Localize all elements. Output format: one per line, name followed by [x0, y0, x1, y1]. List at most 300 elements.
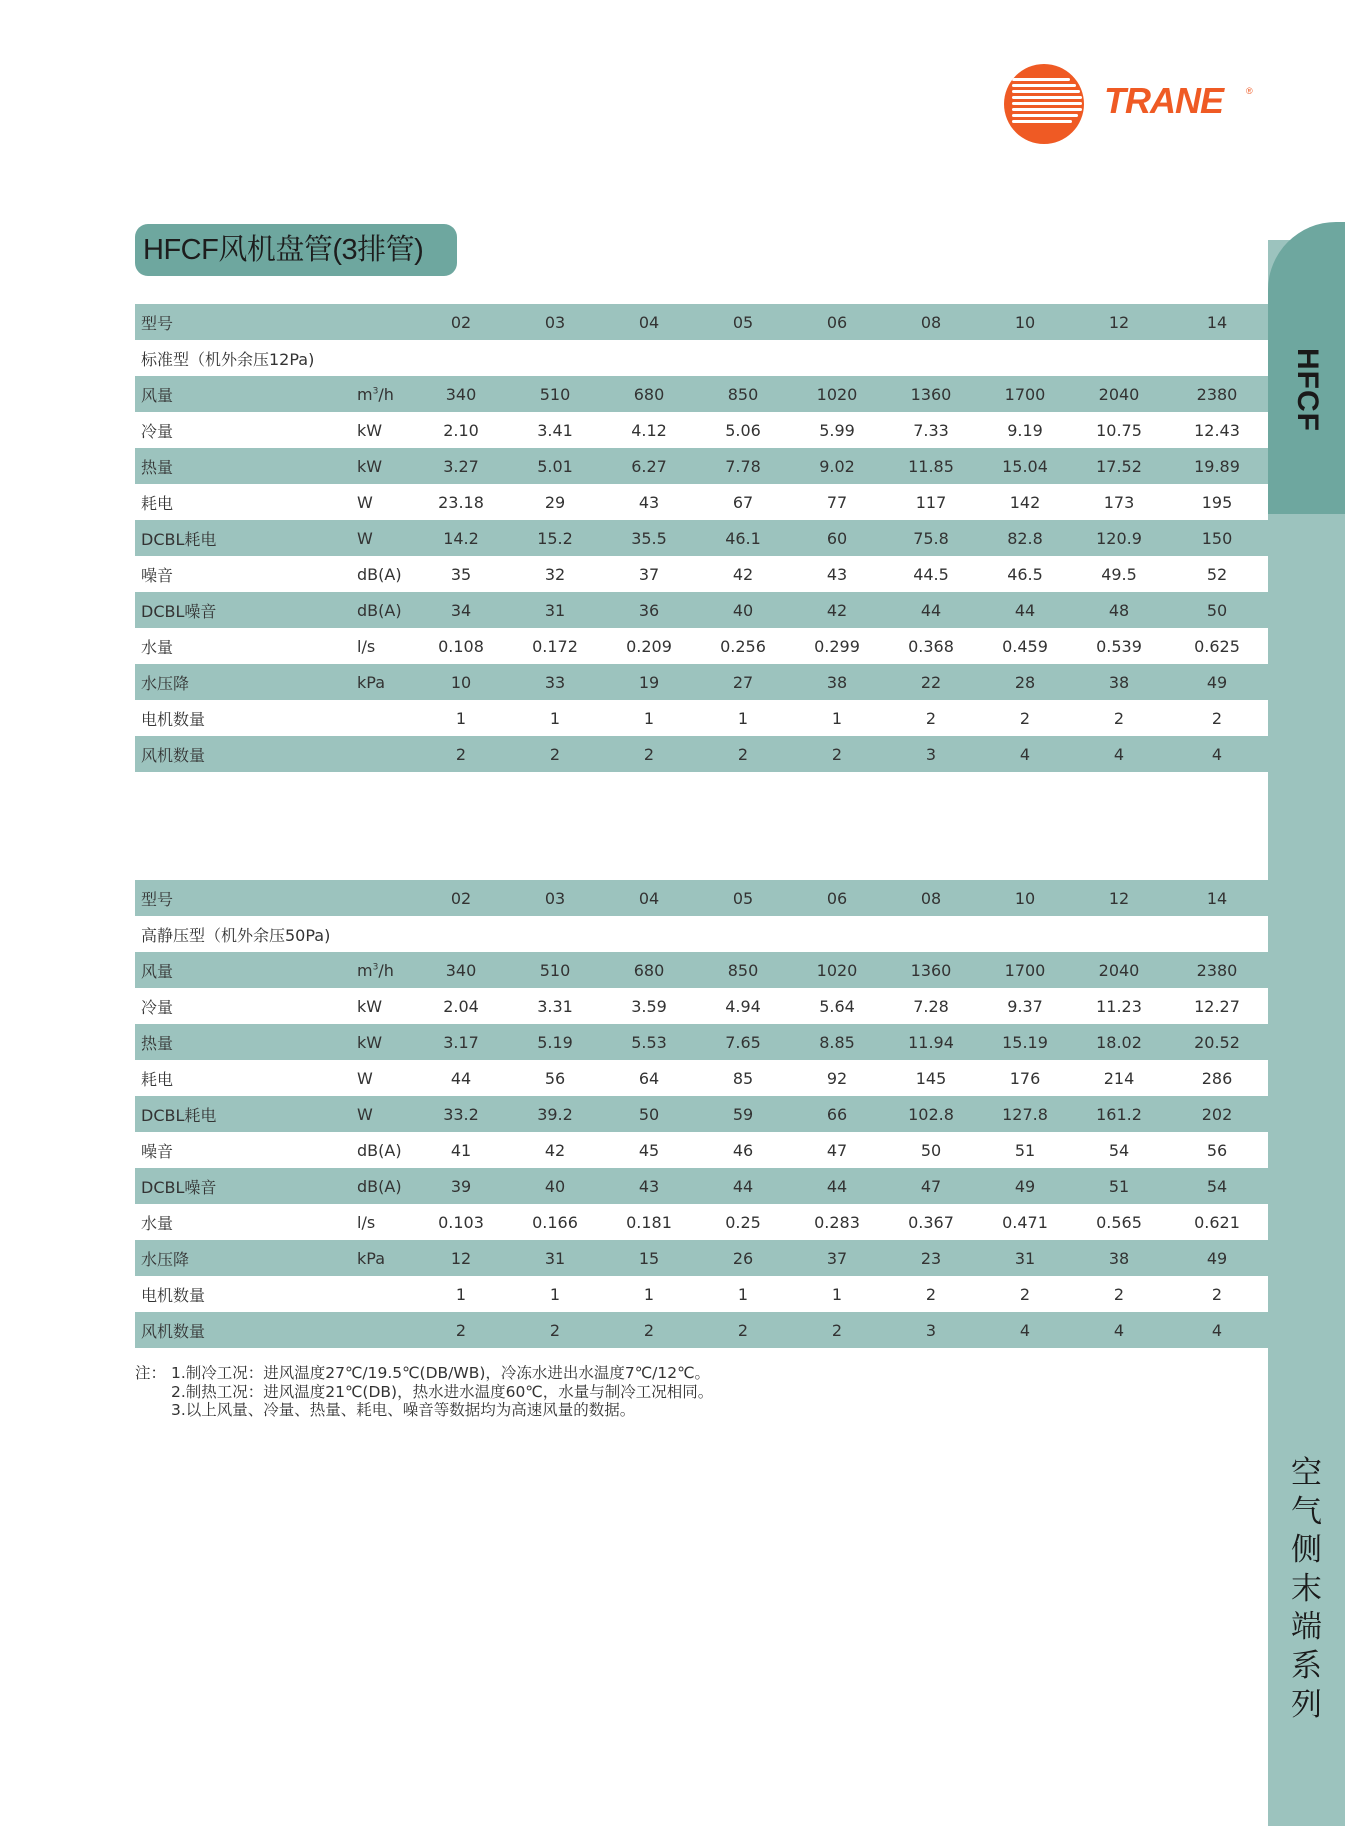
header-unit	[357, 304, 414, 340]
row-unit: dB(A)	[357, 592, 414, 628]
row-unit: kW	[357, 420, 383, 440]
cell-value: 8.85	[790, 1024, 884, 1060]
side-label-char: 系	[1291, 1647, 1322, 1684]
cell-value: 11.94	[884, 1024, 978, 1060]
cell-value: 2380	[1166, 376, 1268, 412]
row-unit: W	[357, 520, 414, 556]
cell-value: 2	[508, 736, 602, 772]
row-unit	[357, 736, 414, 772]
cell-value: 44.5	[913, 564, 949, 584]
cell-value: 0.283	[814, 1212, 860, 1232]
table-row	[135, 664, 1268, 700]
cell-value: 5.19	[508, 1024, 602, 1060]
cell-value: 31	[978, 1240, 1072, 1276]
cell-value: 37	[638, 564, 660, 584]
cell-value: 680	[602, 376, 696, 412]
footnotes	[135, 1364, 713, 1420]
cell-value: 9.02	[790, 448, 884, 484]
row-unit: $m^3/h$	[357, 376, 414, 412]
cell-value: 286	[1201, 1068, 1233, 1088]
side-code	[1268, 340, 1345, 440]
cell-value: 47	[884, 1168, 978, 1204]
cell-value: 15.04	[978, 448, 1072, 484]
cell-value: 2	[696, 1312, 790, 1348]
cell-value: 2	[790, 1312, 884, 1348]
cell-value: 680	[602, 952, 696, 988]
row-label: 风机数量	[135, 1312, 357, 1348]
cell-value: 44	[696, 1168, 790, 1204]
cell-value: 50	[1166, 592, 1268, 628]
header-unit	[357, 880, 414, 916]
row-unit: W	[357, 1096, 414, 1132]
cell-value: 22	[884, 664, 978, 700]
row-label: 风量	[135, 376, 357, 412]
row-label: 电机数量	[141, 1285, 206, 1305]
spec-table-high-static	[135, 880, 1268, 1348]
cell-value: 2040	[1072, 952, 1166, 988]
section-row	[135, 340, 1268, 376]
cell-value: 12.27	[1194, 996, 1240, 1016]
row-unit: W	[357, 492, 373, 512]
cell-value: 195	[1201, 492, 1233, 512]
row-label: 热量	[135, 1024, 357, 1060]
cell-value: 0.299	[814, 636, 860, 656]
cell-value: 33	[508, 664, 602, 700]
note-row	[135, 1383, 713, 1402]
cell-value: 0.166	[532, 1212, 578, 1232]
cell-value: 1	[643, 708, 655, 728]
cell-value: 3	[884, 736, 978, 772]
cell-value: 92	[826, 1068, 848, 1088]
side-label-char: 列	[1291, 1686, 1322, 1723]
table-row	[135, 1132, 1268, 1168]
model-header: 03	[508, 880, 602, 916]
cell-value: 2	[925, 1284, 937, 1304]
model-header: 10	[978, 304, 1072, 340]
cell-value: 39	[414, 1168, 508, 1204]
cell-value: 0.25	[725, 1212, 761, 1232]
cell-value: 59	[696, 1096, 790, 1132]
row-label: 水压降	[135, 664, 357, 700]
cell-value: 340	[414, 376, 508, 412]
table-row	[135, 1312, 1268, 1348]
cell-value: 41	[450, 1140, 472, 1160]
row-unit: kW	[357, 448, 414, 484]
cell-value: 11.85	[884, 448, 978, 484]
cell-value: 14.2	[414, 520, 508, 556]
cell-value: 60	[790, 520, 884, 556]
cell-value: 0.256	[720, 636, 766, 656]
model-header: 06	[790, 304, 884, 340]
row-label: 水压降	[135, 1240, 357, 1276]
cell-value: 43	[826, 564, 848, 584]
cell-value: 4	[978, 736, 1072, 772]
side-label-char: 端	[1291, 1609, 1322, 1646]
model-header: 02	[414, 304, 508, 340]
cell-value: 46.5	[1007, 564, 1043, 584]
cell-value: 9.37	[1007, 996, 1043, 1016]
cell-value: 1	[455, 1284, 467, 1304]
row-label: 噪音	[141, 1141, 174, 1161]
table-row	[135, 520, 1268, 556]
cell-value: 12	[414, 1240, 508, 1276]
row-unit	[357, 700, 414, 736]
cell-value: 51	[1072, 1168, 1166, 1204]
cell-value: 7.28	[913, 996, 949, 1016]
cell-value: 2	[508, 1312, 602, 1348]
cell-value: 202	[1166, 1096, 1268, 1132]
cell-value: 4	[1072, 736, 1166, 772]
cell-value: 47	[826, 1140, 848, 1160]
cell-value: 66	[790, 1096, 884, 1132]
cell-value: 40	[696, 592, 790, 628]
cell-value: 15.19	[978, 1024, 1072, 1060]
model-header: 05	[696, 880, 790, 916]
cell-value: 3.41	[537, 420, 573, 440]
cell-value: 15	[602, 1240, 696, 1276]
cell-value: 49	[978, 1168, 1072, 1204]
cell-value: 49	[1166, 1240, 1268, 1276]
side-series-label	[1268, 1454, 1345, 1724]
row-unit: dB(A)	[357, 564, 402, 584]
table-row	[135, 952, 1268, 988]
cell-value: 26	[696, 1240, 790, 1276]
cell-value: 67	[732, 492, 754, 512]
model-header: 10	[978, 880, 1072, 916]
cell-value: 1700	[978, 376, 1072, 412]
cell-value: 23	[884, 1240, 978, 1276]
cell-value: 2	[1211, 1284, 1223, 1304]
row-label: 热量	[135, 448, 357, 484]
cell-value: 2	[790, 736, 884, 772]
cell-value: 2	[1211, 708, 1223, 728]
table-header-row	[135, 304, 1268, 340]
model-header: 03	[508, 304, 602, 340]
model-header: 08	[884, 304, 978, 340]
cell-value: 28	[978, 664, 1072, 700]
cell-value: 1	[737, 1284, 749, 1304]
cell-value: 2040	[1072, 376, 1166, 412]
cell-value: 17.52	[1072, 448, 1166, 484]
model-header: 08	[884, 880, 978, 916]
cell-value: 850	[696, 952, 790, 988]
row-label: 噪音	[141, 565, 174, 585]
cell-value: 3	[884, 1312, 978, 1348]
cell-value: 75.8	[884, 520, 978, 556]
model-header: 12	[1072, 304, 1166, 340]
cell-value: 38	[1072, 1240, 1166, 1276]
cell-value: 3.59	[631, 996, 667, 1016]
cell-value: 9.19	[1007, 420, 1043, 440]
cell-value: 120.9	[1072, 520, 1166, 556]
cell-value: 5.06	[725, 420, 761, 440]
cell-value: 18.02	[1072, 1024, 1166, 1060]
cell-value: 0.181	[626, 1212, 672, 1232]
cell-value: 77	[826, 492, 848, 512]
cell-value: 1360	[884, 952, 978, 988]
cell-value: 46.1	[696, 520, 790, 556]
cell-value: 33.2	[414, 1096, 508, 1132]
page-title: HFCF风机盘管(3排管)	[135, 224, 457, 276]
cell-value: 44	[790, 1168, 884, 1204]
cell-value: 0.172	[532, 636, 578, 656]
cell-value: 42	[732, 564, 754, 584]
model-header: 04	[602, 304, 696, 340]
cell-value: 3.31	[537, 996, 573, 1016]
cell-value: 2	[1019, 1284, 1031, 1304]
cell-value: 0.368	[908, 636, 954, 656]
cell-value: 2	[1113, 708, 1125, 728]
section-label: 高静压型（机外余压50Pa)	[141, 925, 331, 945]
cell-value: 142	[1009, 492, 1041, 512]
cell-value: 48	[1072, 592, 1166, 628]
cell-value: 51	[1014, 1140, 1036, 1160]
cell-value: 10	[414, 664, 508, 700]
cell-value: 32	[544, 564, 566, 584]
cell-value: 2	[1019, 708, 1031, 728]
cell-value: 50	[920, 1140, 942, 1160]
row-label: 冷量	[141, 421, 174, 441]
cell-value: 27	[696, 664, 790, 700]
row-label: 水量	[141, 637, 174, 657]
row-label: 耗电	[141, 493, 174, 513]
note-item: 2.制热工况：进风温度21℃(DB)，热水进水温度60℃，水量与制冷工况相同。	[171, 1382, 714, 1401]
cell-value: 0.621	[1194, 1212, 1240, 1232]
cell-value: 20.52	[1166, 1024, 1268, 1060]
cell-value: 52	[1206, 564, 1228, 584]
cell-value: 11.23	[1096, 996, 1142, 1016]
note-prefix: 注：	[135, 1364, 167, 1382]
cell-value: 1	[549, 708, 561, 728]
cell-value: 38	[1072, 664, 1166, 700]
row-label: 电机数量	[141, 709, 206, 729]
side-label-char: 空	[1291, 1455, 1322, 1491]
cell-value: 43	[602, 1168, 696, 1204]
cell-value: 7.33	[913, 420, 949, 440]
side-label-char: 气	[1291, 1493, 1322, 1530]
model-header: 04	[602, 880, 696, 916]
cell-value: 37	[790, 1240, 884, 1276]
cell-value: 35.5	[602, 520, 696, 556]
cell-value: 36	[602, 592, 696, 628]
row-label: DCBL噪音	[135, 592, 357, 628]
row-unit: dB(A)	[357, 1168, 414, 1204]
model-header: 14	[1166, 304, 1268, 340]
cell-value: 38	[790, 664, 884, 700]
row-unit: l/s	[357, 636, 376, 656]
table-row	[135, 1240, 1268, 1276]
cell-value: 6.27	[602, 448, 696, 484]
table-header-row	[135, 880, 1268, 916]
cell-value: 161.2	[1072, 1096, 1166, 1132]
row-unit: kW	[357, 1024, 414, 1060]
table-row	[135, 592, 1268, 628]
table-row	[135, 376, 1268, 412]
model-header: 05	[696, 304, 790, 340]
cell-value: 0.565	[1096, 1212, 1142, 1232]
cell-value: 7.65	[696, 1024, 790, 1060]
cell-value: 2	[925, 708, 937, 728]
cell-value: 173	[1103, 492, 1135, 512]
table-row	[135, 1024, 1268, 1060]
cell-value: 1700	[978, 952, 1072, 988]
cell-value: 145	[915, 1068, 947, 1088]
cell-value: 85	[732, 1068, 754, 1088]
cell-value: 82.8	[978, 520, 1072, 556]
cell-value: 127.8	[978, 1096, 1072, 1132]
section-row	[135, 916, 1268, 952]
cell-value: 49.5	[1101, 564, 1137, 584]
cell-value: 4	[978, 1312, 1072, 1348]
cell-value: 1360	[884, 376, 978, 412]
cell-value: 850	[696, 376, 790, 412]
model-header: 06	[790, 880, 884, 916]
cell-value: 2.10	[443, 420, 479, 440]
cell-value: 34	[414, 592, 508, 628]
cell-value: 44	[450, 1068, 472, 1088]
cell-value: 1	[549, 1284, 561, 1304]
cell-value: 102.8	[884, 1096, 978, 1132]
row-unit: kW	[357, 996, 383, 1016]
cell-value: 340	[414, 952, 508, 988]
table-row	[135, 484, 1268, 520]
table-row	[135, 1276, 1268, 1312]
cell-value: 150	[1166, 520, 1268, 556]
cell-value: 0.459	[1002, 636, 1048, 656]
cell-value: 2	[1113, 1284, 1125, 1304]
cell-value: 56	[1206, 1140, 1228, 1160]
table-row	[135, 1204, 1268, 1240]
row-unit: kPa	[357, 1240, 414, 1276]
table-row	[135, 1096, 1268, 1132]
cell-value: 5.64	[819, 996, 855, 1016]
cell-value: 1020	[790, 376, 884, 412]
cell-value: 44	[978, 592, 1072, 628]
table-row	[135, 1168, 1268, 1204]
cell-value: 4	[1166, 736, 1268, 772]
row-unit: W	[357, 1068, 373, 1088]
row-label: 水量	[141, 1213, 174, 1233]
row-unit: $m^3/h$	[357, 952, 414, 988]
cell-value: 12.43	[1194, 420, 1240, 440]
model-header: 14	[1166, 880, 1268, 916]
table-row	[135, 1060, 1268, 1096]
cell-value: 2	[414, 736, 508, 772]
cell-value: 214	[1103, 1068, 1135, 1088]
row-label: 风机数量	[135, 736, 357, 772]
cell-value: 1	[831, 1284, 843, 1304]
trane-logo-mark-icon	[1004, 64, 1084, 144]
note-item: 3.以上风量、冷量、热量、耗电、噪音等数据均为高速风量的数据。	[171, 1401, 636, 1419]
cell-value: 0.108	[438, 636, 484, 656]
spec-table-standard	[135, 304, 1268, 772]
note-item: 1.制冷工况：进风温度27℃/19.5℃(DB/WB)，冷冻水进出水温度7℃/12℃。	[171, 1364, 711, 1382]
registered-mark: ®	[1246, 86, 1253, 96]
cell-value: 64	[638, 1068, 660, 1088]
cell-value: 1	[455, 708, 467, 728]
table-row	[135, 700, 1268, 736]
cell-value: 1	[737, 708, 749, 728]
model-header: 02	[414, 880, 508, 916]
trane-logo	[1004, 62, 1264, 146]
cell-value: 3.17	[414, 1024, 508, 1060]
cell-value: 1	[831, 708, 843, 728]
cell-value: 54	[1108, 1140, 1130, 1160]
cell-value: 15.2	[508, 520, 602, 556]
cell-value: 510	[508, 952, 602, 988]
cell-value: 42	[790, 592, 884, 628]
row-unit	[357, 1312, 414, 1348]
row-unit: kPa	[357, 664, 414, 700]
cell-value: 2	[414, 1312, 508, 1348]
model-header: 12	[1072, 880, 1166, 916]
cell-value: 19.89	[1166, 448, 1268, 484]
side-label-char: 末	[1291, 1570, 1322, 1607]
cell-value: 4.12	[631, 420, 667, 440]
cell-value: 176	[1009, 1068, 1041, 1088]
cell-value: 31	[508, 1240, 602, 1276]
brand-name: TRANE	[1104, 80, 1223, 121]
cell-value: 39.2	[508, 1096, 602, 1132]
cell-value: 45	[638, 1140, 660, 1160]
table-row	[135, 412, 1268, 448]
row-unit	[357, 1276, 414, 1312]
cell-value: 42	[544, 1140, 566, 1160]
cell-value: 43	[638, 492, 660, 512]
cell-value: 2	[602, 1312, 696, 1348]
side-code-text: HFCF	[1290, 348, 1324, 432]
header-label: 型号	[135, 880, 357, 916]
row-label: 风量	[135, 952, 357, 988]
table-row	[135, 556, 1268, 592]
cell-value: 40	[508, 1168, 602, 1204]
cell-value: 19	[602, 664, 696, 700]
cell-value: 4.94	[725, 996, 761, 1016]
row-label: DCBL耗电	[135, 1096, 357, 1132]
table-row	[135, 736, 1268, 772]
section-label: 标准型（机外余压12Pa)	[141, 349, 315, 369]
cell-value: 510	[508, 376, 602, 412]
cell-value: 0.209	[626, 636, 672, 656]
cell-value: 0.471	[1002, 1212, 1048, 1232]
cell-value: 54	[1166, 1168, 1268, 1204]
cell-value: 46	[732, 1140, 754, 1160]
row-label: 冷量	[141, 997, 174, 1017]
cell-value: 44	[884, 592, 978, 628]
cell-value: 2	[602, 736, 696, 772]
note-row	[135, 1401, 713, 1420]
row-unit: l/s	[357, 1212, 376, 1232]
cell-value: 0.625	[1194, 636, 1240, 656]
cell-value: 117	[915, 492, 947, 512]
cell-value: 23.18	[438, 492, 484, 512]
cell-value: 5.01	[508, 448, 602, 484]
cell-value: 2	[696, 736, 790, 772]
cell-value: 29	[544, 492, 566, 512]
row-label: DCBL耗电	[135, 520, 357, 556]
row-unit: dB(A)	[357, 1140, 402, 1160]
cell-value: 50	[602, 1096, 696, 1132]
cell-value: 5.99	[819, 420, 855, 440]
cell-value: 2.04	[443, 996, 479, 1016]
header-label: 型号	[135, 304, 357, 340]
cell-value: 5.53	[602, 1024, 696, 1060]
cell-value: 3.27	[414, 448, 508, 484]
cell-value: 49	[1166, 664, 1268, 700]
cell-value: 4	[1072, 1312, 1166, 1348]
table-row	[135, 628, 1268, 664]
row-label: DCBL噪音	[135, 1168, 357, 1204]
